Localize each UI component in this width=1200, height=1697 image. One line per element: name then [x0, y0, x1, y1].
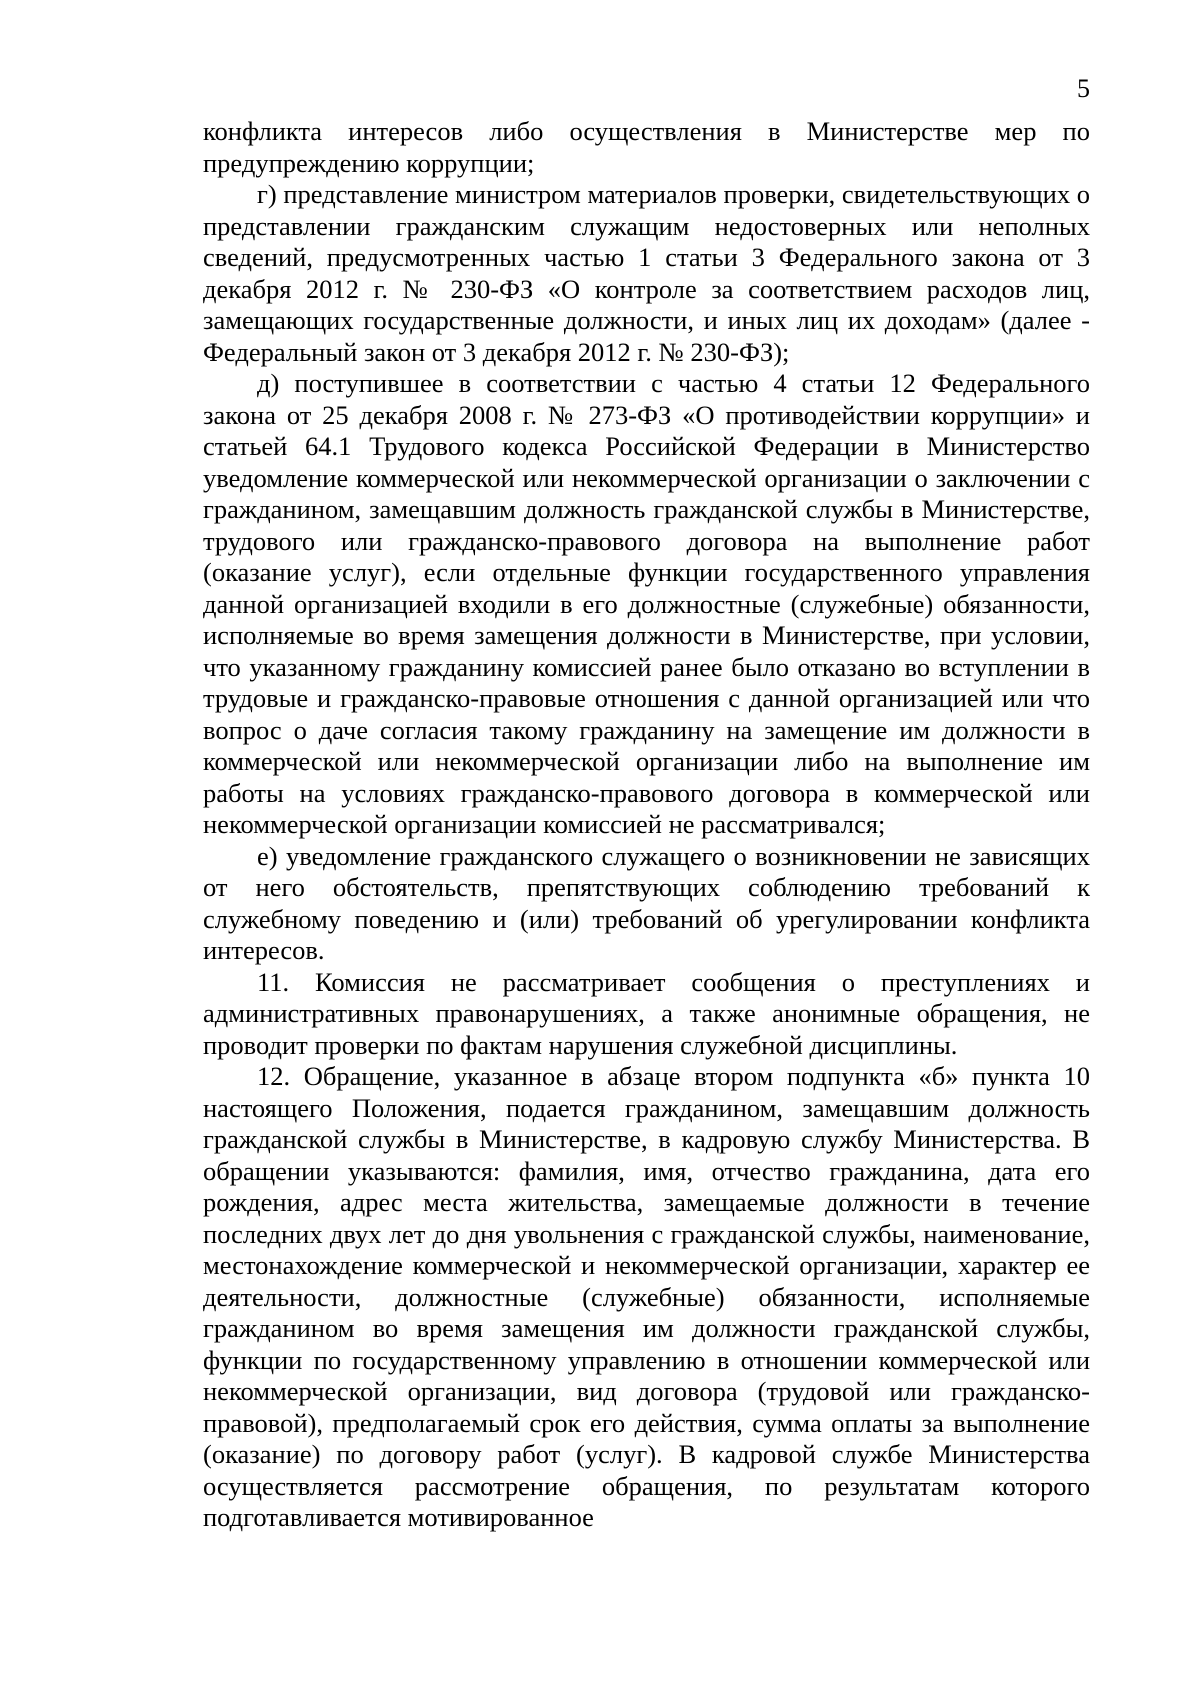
page-number: 5: [1077, 74, 1090, 103]
paragraph-clause-11: 11. Комиссия не рассматривает сообщения о преступлениях и административных правонарушениях, а также анонимные обращения, не проводит проверки по фактам нарушения служебной дисциплины.: [203, 966, 1090, 1060]
paragraph-clause-12: 12. Обращение, указанное в абзаце втором подпункта «б» пункта 10 настоящего Положения, подается гражданином, замещавшим должность гражданской службы в Министерстве, в кадровую службу Министерства. В обращении указываются: фамилия, имя, отчество гражданина, дата его рождения, адрес места жительства, замещаемые должности в течение последних двух лет до дня увольнения с гражданской службы, наименование, местонахождение коммерческой и некоммерческой организации, характер ее деятельности, должностные (служебные) обязанности, исполняемые гражданином во время замещения им должности гражданской службы, функции по государственному управлению в отношении коммерческой или некоммерческой организации, вид договора (трудовой или гражданско-правовой), предполагаемый срок его действия, сумма оплаты за выполнение (оказание) по договору работ (услуг). В кадровой службе Министерства осуществляется рассмотрение обращения, по результатам которого подготавливается мотивированное: [203, 1061, 1090, 1532]
paragraph-item-g: г) представление министром материалов проверки, свидетельствующих о представлении гражданским служащим недостоверных или неполных сведений, предусмотренных частью 1 статьи 3 Федерального закона от 3 декабря 2012 г. № 230-ФЗ «О контроле за соответствием расходов лиц, замещающих государственные должности, и иных лиц их доходам» (далее - Федеральный закон от 3 декабря 2012 г. № 230-ФЗ);: [203, 179, 1090, 367]
paragraph-continuation: конфликта интересов либо осуществления в Министерстве мер по предупреждению коррупции;: [203, 116, 1090, 178]
document-body: [203, 116, 1090, 1534]
paragraph-item-e: е) уведомление гражданского служащего о возникновении не зависящих от него обстоятельств, препятствующих соблюдению требований к служебному поведению и (или) требований об урегулировании конфликта интересов.: [203, 840, 1090, 965]
paragraph-item-d: д) поступившее в соответствии с частью 4 статьи 12 Федерального закона от 25 декабря 2008 г. № 273-ФЗ «О противодействии коррупции» и статьей 64.1 Трудового кодекса Российской Федерации в Министерство уведомление коммерческой или некоммерческой организации о заключении с гражданином, замещавшим должность гражданской службы в Министерстве, трудового или гражданско-правового договора на выполнение работ (оказание услуг), если отдельные функции государственного управления данной организацией входили в его должностные (служебные) обязанности, исполняемые во время замещения должности в Министерстве, при условии, что указанному гражданину комиссией ранее было отказано во вступлении в трудовые и гражданско-правовые отношения с данной организацией или что вопрос о даче согласия такому гражданину на замещение им должности в коммерческой или некоммерческой организации либо на выполнение им работы на условиях гражданско-правового договора в коммерческой или некоммерческой организации комиссией не рассматривался;: [203, 368, 1090, 839]
